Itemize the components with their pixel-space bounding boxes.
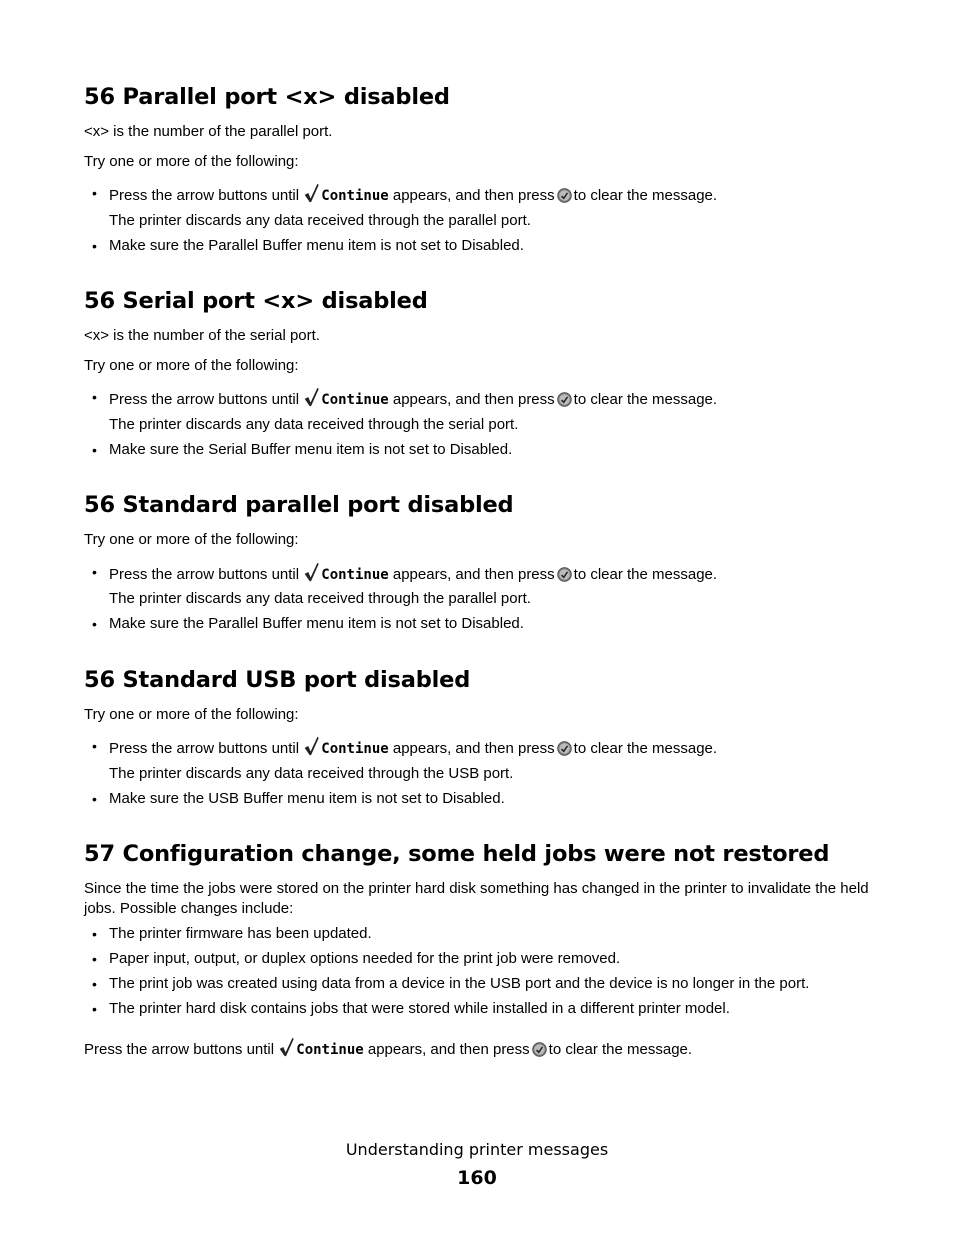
try-following-text: Try one or more of the following: — [84, 357, 299, 374]
discard-note: The printer discards any data received through the parallel port. — [109, 212, 531, 229]
select-button-icon — [557, 567, 572, 582]
bullet: • — [92, 791, 97, 807]
checkmark-icon — [303, 387, 320, 407]
discard-note: The printer discards any data received through the serial port. — [109, 416, 519, 433]
heading-parallel-port-disabled: 56 Parallel port <x> disabled — [84, 84, 450, 110]
checkmark-icon — [303, 562, 320, 582]
press-instruction: Press the arrow buttons until Continue appears, and then press to clear the message. — [109, 562, 717, 585]
press-instruction: Press the arrow buttons until Continue appears, and then press to clear the message. — [109, 183, 717, 206]
bullet: • — [92, 951, 97, 967]
bullet: • — [92, 564, 97, 580]
select-button-icon — [557, 741, 572, 756]
press-instruction: Press the arrow buttons until Continue appears, and then press to clear the message. — [84, 1037, 692, 1060]
bullet: • — [92, 389, 97, 405]
bullet: • — [92, 926, 97, 942]
try-following-text: Try one or more of the following: — [84, 531, 299, 548]
bullet: • — [92, 616, 97, 632]
discard-note: The printer discards any data received through the parallel port. — [109, 590, 531, 607]
continue-label: Continue — [321, 188, 389, 204]
list-item-text: The printer hard disk contains jobs that were stored while installed in a different printer model. — [109, 1000, 730, 1017]
heading-standard-usb-port-disabled: 56 Standard USB port disabled — [84, 667, 471, 693]
intro-text: Since the time the jobs were stored on the printer hard disk something has changed in the printer to invalidate the held jobs. Possible changes include: — [84, 880, 869, 917]
bullet: • — [92, 442, 97, 458]
heading-standard-parallel-port-disabled: 56 Standard parallel port disabled — [84, 492, 514, 518]
press-instruction: Press the arrow buttons until Continue appears, and then press to clear the message. — [109, 387, 717, 410]
intro-text: <x> is the number of the parallel port. — [84, 123, 333, 140]
select-button-icon — [557, 392, 572, 407]
continue-label: Continue — [296, 1042, 364, 1058]
checkmark-icon — [278, 1037, 295, 1057]
bullet: • — [92, 238, 97, 254]
footer-title: Understanding printer messages — [345, 1140, 609, 1159]
bullet: • — [92, 976, 97, 992]
press-instruction: Press the arrow buttons until Continue appears, and then press to clear the message. — [109, 736, 717, 759]
select-button-icon — [532, 1042, 547, 1057]
checkmark-icon — [303, 736, 320, 756]
list-item-text: Make sure the Parallel Buffer menu item is not set to Disabled. — [109, 615, 524, 632]
select-button-icon — [557, 188, 572, 203]
continue-label: Continue — [321, 567, 389, 583]
continue-label: Continue — [321, 392, 389, 408]
list-item-text: Make sure the Serial Buffer menu item is not set to Disabled. — [109, 441, 513, 458]
heading-serial-port-disabled: 56 Serial port <x> disabled — [84, 288, 428, 314]
list-item-text: Make sure the USB Buffer menu item is not set to Disabled. — [109, 790, 505, 807]
bullet: • — [92, 1001, 97, 1017]
continue-label: Continue — [321, 741, 389, 757]
list-item-text: The printer firmware has been updated. — [109, 925, 372, 942]
try-following-text: Try one or more of the following: — [84, 706, 299, 723]
list-item-text: Paper input, output, or duplex options needed for the print job were removed. — [109, 950, 621, 967]
list-item-text: The print job was created using data from a device in the USB port and the device is no longer in the port. — [109, 975, 810, 992]
intro-text: <x> is the number of the serial port. — [84, 327, 320, 344]
try-following-text: Try one or more of the following: — [84, 153, 299, 170]
page-number: 160 — [457, 1167, 497, 1189]
bullet: • — [92, 738, 97, 754]
checkmark-icon — [303, 183, 320, 203]
heading-configuration-change: 57 Configuration change, some held jobs were not restored — [84, 841, 830, 867]
list-item-text: Make sure the Parallel Buffer menu item is not set to Disabled. — [109, 237, 524, 254]
bullet: • — [92, 185, 97, 201]
discard-note: The printer discards any data received through the USB port. — [109, 765, 514, 782]
